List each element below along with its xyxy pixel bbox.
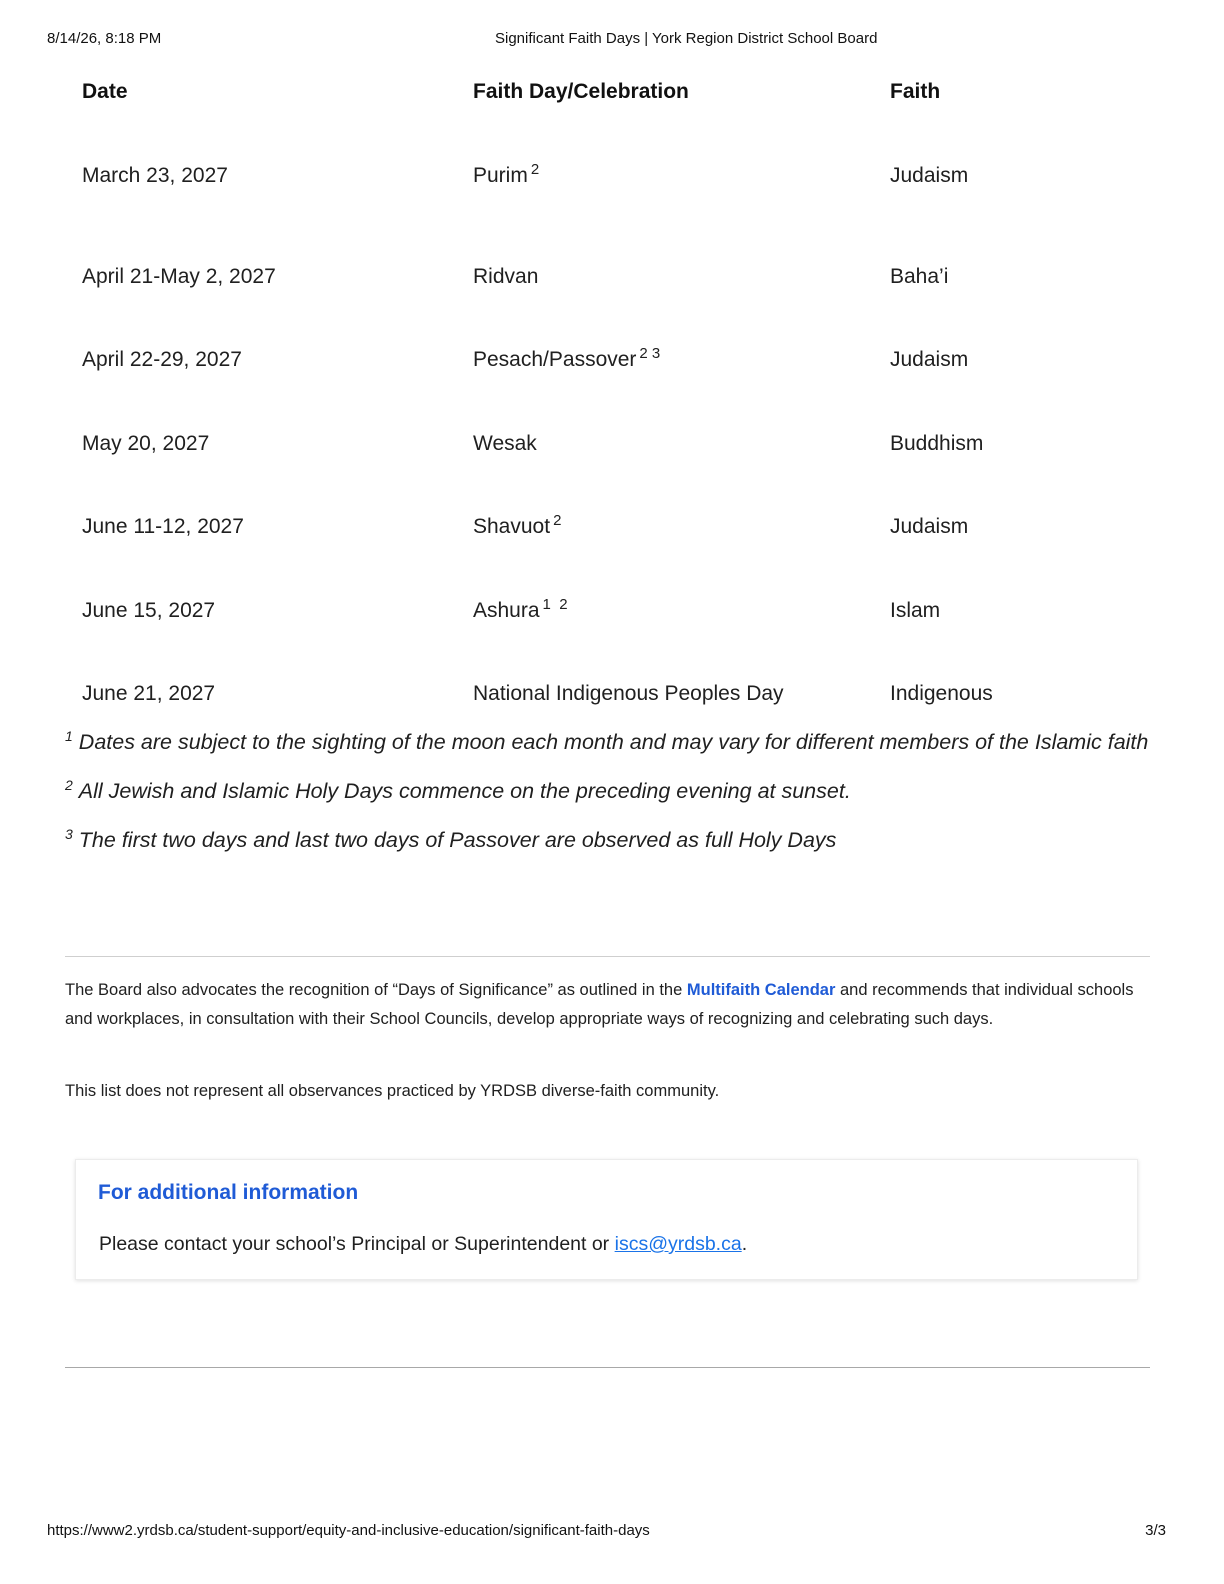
footnote	[65, 826, 1165, 875]
cell-faith: Judaism	[890, 348, 969, 372]
cell-faith: Buddhism	[890, 431, 984, 455]
cell-date: June 11-12, 2027	[82, 515, 244, 539]
table-row	[65, 653, 1150, 737]
column-header-date: Date	[82, 80, 128, 103]
footnote-mark: 1	[65, 728, 73, 744]
print-url: https://www2.yrdsb.ca/student-support/equity-and-inclusive-education/significant-faith-days	[47, 1522, 650, 1539]
table-row	[65, 402, 1150, 486]
cell-celebration	[456, 486, 873, 570]
column-header-faith: Faith	[890, 80, 941, 103]
footnote-ref: 2	[553, 512, 562, 530]
table-row	[65, 116, 1150, 235]
advocacy-text-after: and recommends that individual schools and workplaces, in consultation with their School Councils, develop appropriate ways of recognizing and celebrating such days.	[65, 981, 1134, 1028]
footnote-mark: 2	[65, 777, 73, 793]
cell-date: May 20, 2027	[82, 431, 210, 455]
table-row	[65, 235, 1150, 319]
additional-info-card	[75, 1159, 1138, 1280]
cell-celebration	[456, 319, 873, 403]
cell-faith: Indigenous	[890, 682, 993, 706]
faith-days-table	[65, 68, 1150, 736]
cell-faith: Judaism	[890, 163, 969, 187]
cell-faith: Baha’i	[890, 264, 949, 288]
footnote-text: The first two days and last two days of Passover are observed as full Holy Days	[78, 828, 837, 853]
table-header-row	[65, 68, 1150, 116]
email-link[interactable]: iscs@yrdsb.ca	[614, 1233, 742, 1255]
celebration-name: National Indigenous Peoples Day	[473, 682, 784, 706]
cell-celebration	[456, 653, 873, 737]
cell-faith: Islam	[890, 598, 941, 622]
table-row	[65, 569, 1150, 653]
celebration-name: Shavuot	[473, 515, 551, 539]
print-datetime: 8/14/26, 8:18 PM	[47, 30, 162, 47]
celebration-name: Ridvan	[473, 264, 539, 288]
table-row	[65, 486, 1150, 570]
cell-celebration	[456, 116, 873, 235]
cell-celebration	[456, 402, 873, 486]
footnote-text: All Jewish and Islamic Holy Days commence on the preceding evening at sunset.	[78, 779, 851, 804]
footnotes-section	[65, 728, 1165, 875]
celebration-name: Wesak	[473, 431, 537, 455]
print-footer	[47, 1522, 1166, 1542]
card-title: For additional information	[98, 1181, 359, 1204]
disclaimer-text: This list does not represent all observances practiced by YRDSB diverse-faith community.	[65, 1082, 720, 1100]
cell-faith: Judaism	[890, 515, 969, 539]
cell-celebration	[456, 569, 873, 653]
print-page-title: Significant Faith Days | York Region District School Board	[495, 30, 878, 47]
cell-date: March 23, 2027	[82, 163, 228, 187]
table-row	[65, 319, 1150, 403]
footnote-ref: 2 3	[639, 345, 661, 363]
footnote-ref: 1 2	[542, 595, 568, 613]
print-header	[47, 30, 1177, 50]
card-body-end: .	[741, 1233, 748, 1255]
cell-date: April 22-29, 2027	[82, 348, 242, 372]
footnote-ref: 2	[530, 160, 540, 178]
section-divider	[65, 956, 1150, 957]
multifaith-calendar-link[interactable]: Multifaith Calendar	[686, 981, 836, 999]
footnote	[65, 728, 1165, 777]
column-header-celebration: Faith Day/Celebration	[473, 80, 689, 103]
advocacy-paragraph	[65, 976, 1155, 1034]
celebration-name: Purim	[473, 163, 528, 187]
cell-date: June 21, 2027	[82, 682, 216, 706]
footnote	[65, 777, 1165, 826]
cell-celebration	[456, 235, 873, 319]
footer-divider	[65, 1367, 1150, 1368]
footnote-mark: 3	[65, 826, 73, 842]
celebration-name: Ashura	[473, 598, 540, 622]
advocacy-text-before: The Board also advocates the recognition of “Days of Significance” as outlined in the	[65, 981, 687, 999]
page-number: 3/3	[1145, 1522, 1166, 1539]
footnote-text: Dates are subject to the sighting of the moon each month and may vary for different members of the Islamic faith	[78, 730, 1149, 755]
card-body	[99, 1233, 747, 1256]
celebration-name: Pesach/Passover	[473, 348, 637, 372]
cell-date: June 15, 2027	[82, 598, 216, 622]
cell-date: April 21-May 2, 2027	[82, 264, 276, 288]
card-body-text: Please contact your school’s Principal or Superintendent or	[99, 1233, 615, 1255]
